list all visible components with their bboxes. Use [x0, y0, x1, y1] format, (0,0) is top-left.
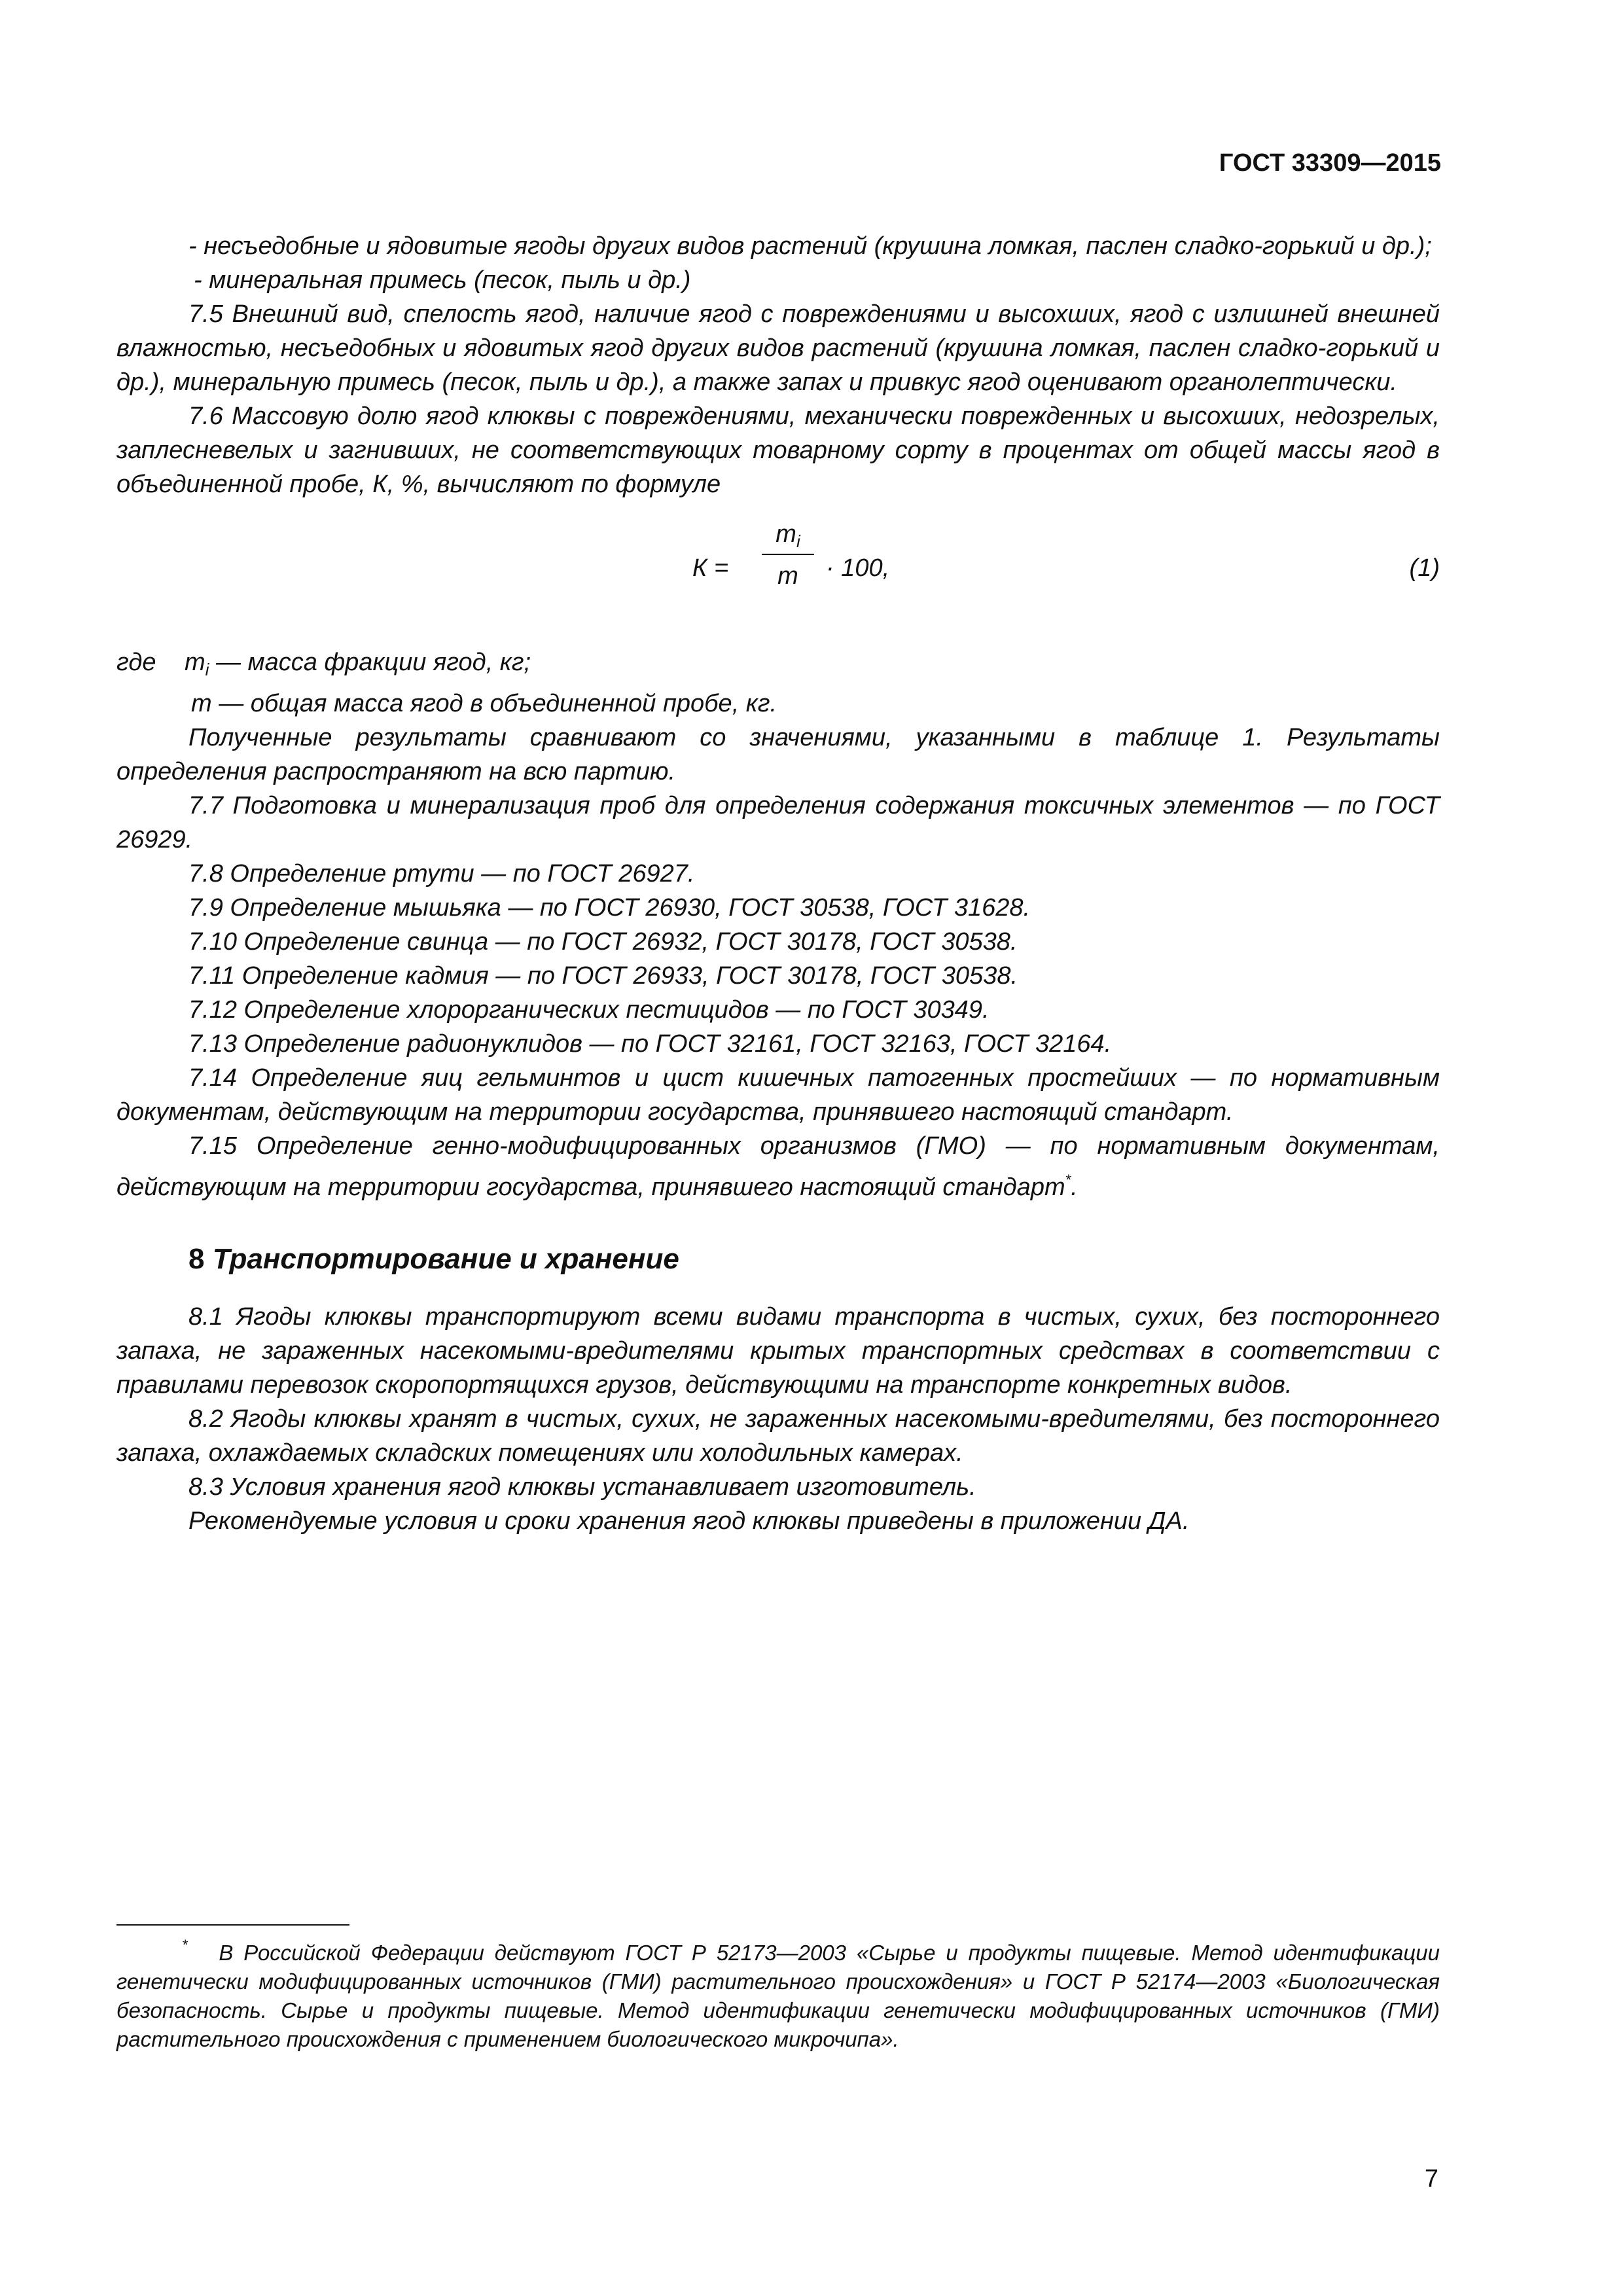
- formula-rhs: · 100,: [826, 554, 890, 582]
- formula-numerator: $m_i$: [776, 520, 800, 551]
- paragraph-8-3: 8.3 Условия хранения ягод клюквы устанавливает изготовитель.: [188, 1473, 976, 1501]
- paragraph-results: Полученные результаты сравнивают со значениями, указанными в таблице 1. Результаты определения распространяют на всю партию.: [116, 724, 1440, 785]
- paragraph-mineral-impurity: - минеральная примесь (песок, пыль и др.): [194, 266, 691, 294]
- formula-1: [116, 511, 1440, 628]
- footnote: [116, 1931, 1440, 2054]
- paragraph-storage-recommendations: Рекомендуемые условия и сроки хранения ягод клюквы приведены в приложении ДА.: [188, 1507, 1190, 1535]
- formula-number: (1): [1409, 554, 1440, 582]
- section-8-heading: 8 Транспортирование и хранение: [188, 1243, 679, 1275]
- paragraph-8-1: 8.1 Ягоды клюквы транспортируют всеми видами транспорта в чистых, сухих, без постороннего запаха, не зараженных насекомыми-вредителями крытых транспортных средствах в соответствии с правилами перевозок скоропортящихся грузов, действующими на транспорте конкретных видов.: [116, 1303, 1440, 1399]
- footnote-separator: [116, 1924, 349, 1926]
- paragraph-7-7: 7.7 Подготовка и минерализация проб для определения содержания токсичных элементов — по ГОСТ 26929.: [116, 792, 1440, 853]
- page-number: 7: [1424, 2165, 1438, 2193]
- paragraph-7-8: 7.8 Определение ртути — по ГОСТ 26927.: [188, 860, 695, 888]
- footnote-marker: *: [1065, 1172, 1071, 1188]
- fraction-bar: [762, 554, 814, 555]
- paragraph-inedible-berries: - несъедобные и ядовитые ягоды других видов растений (крушина ломкая, паслен сладко-горький и др.);: [188, 232, 1432, 260]
- paragraph-7-11: 7.11 Определение кадмия — по ГОСТ 26933, ГОСТ 30178, ГОСТ 30538.: [188, 962, 1018, 990]
- where-line-2: m — общая масса ягод в объединенной пробе, кг.: [191, 690, 777, 717]
- paragraph-7-13: 7.13 Определение радионуклидов — по ГОСТ 32161, ГОСТ 32163, ГОСТ 32164.: [188, 1030, 1112, 1058]
- paragraph-7-14: 7.14 Определение яиц гельминтов и цист кишечных патогенных простейших — по нормативным документам, действующим на территории государства, принявшего настоящий стандарт.: [116, 1064, 1440, 1126]
- footnote-text: В Российской Федерации действуют ГОСТ Р 52173—2003 «Сырье и продукты пищевые. Метод идентификации генетически модифицированных источников (ГМИ) растительного происхождения» и ГОСТ Р 52174—2003 «Биологическая безопасность. Сырье и продукты пищевые. Метод идентификации генетически модифицированных источников (ГМИ) растительного происхождения с применением биологического микрочипа».: [116, 1941, 1440, 2051]
- formula-expression: [692, 511, 1085, 628]
- footnote-mark: *: [182, 1937, 188, 1953]
- formula-denominator: m: [777, 562, 798, 590]
- paragraph-7-15: 7.15 Определение генно-модифицированных организмов (ГМО) — по нормативным документам, действующим на территории государства, принявшего настоящий стандарт*.: [116, 1132, 1440, 1201]
- document-code-header: ГОСТ 33309—2015: [1219, 149, 1441, 177]
- paragraph-8-2: 8.2 Ягоды клюквы хранят в чистых, сухих, не зараженных насекомыми-вредителями, без постороннего запаха, охлаждаемых складских помещениях или холодильных камерах.: [116, 1405, 1440, 1467]
- paragraph-7-5: 7.5 Внешний вид, спелость ягод, наличие ягод с повреждениями и высохших, ягод с излишней внешней влажностью, несъедобных и ядовитых ягод других видов растений (крушина ломкая, паслен сладко-горький и др.), минеральную примесь (песок, пыль и др.), а также запах и привкус ягод оценивают органолептически.: [116, 300, 1440, 396]
- document-body: [116, 229, 1440, 1538]
- where-line-1: где $m_i$ — масса фракции ягод, кг;: [116, 649, 531, 679]
- formula-lhs: К =: [692, 554, 729, 582]
- paragraph-7-12: 7.12 Определение хлорорганических пестицидов — по ГОСТ 30349.: [188, 996, 990, 1024]
- paragraph-7-9: 7.9 Определение мышьяка — по ГОСТ 26930, ГОСТ 30538, ГОСТ 31628.: [188, 894, 1031, 922]
- paragraph-7-10: 7.10 Определение свинца — по ГОСТ 26932, ГОСТ 30178, ГОСТ 30538.: [188, 928, 1018, 956]
- paragraph-7-6: 7.6 Массовую долю ягод клюквы с повреждениями, механически поврежденных и высохших, недозрелых, заплесневелых и загнивших, не соответствующих товарному сорту в процентах от общей массы ягод в объединенной пробе, К, %, вычисляют по формуле: [116, 403, 1440, 498]
- formula-fraction: [755, 517, 821, 593]
